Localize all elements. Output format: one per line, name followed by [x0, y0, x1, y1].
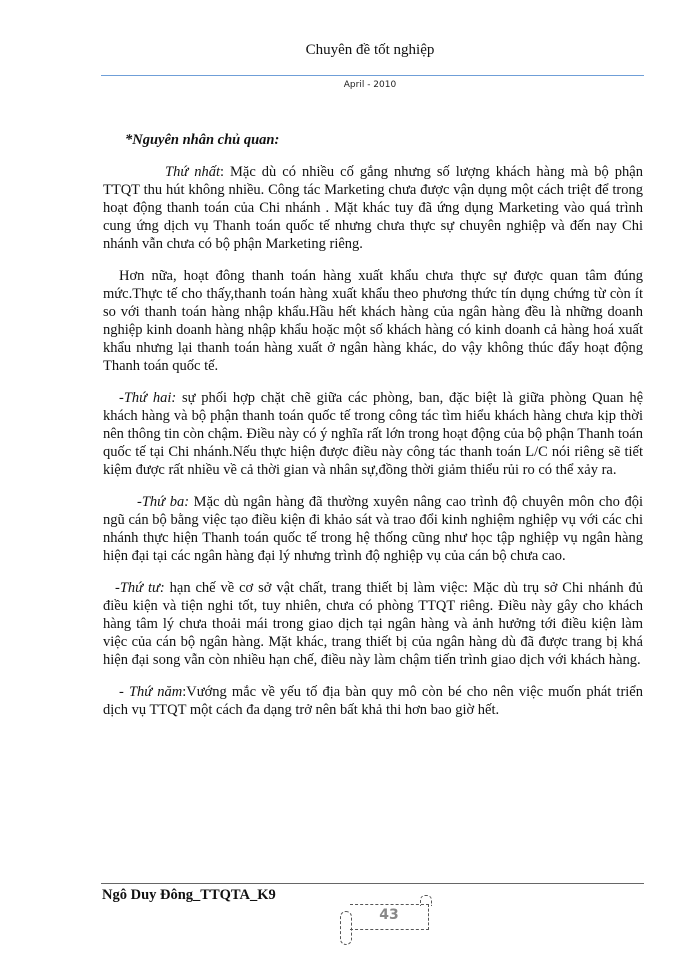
- paragraph-lead: - Thứ năm: [119, 684, 183, 700]
- footer-author: Ngô Duy Đông_TTQTA_K9: [102, 887, 276, 903]
- paragraph-text: sự phối hợp chặt chẽ giữa các phòng, ban, đặc biệt là giữa phòng Quan hệ khách hàng và bộ phận thanh toán quốc tế trong công tác tìm hiểu khách hàng chưa kịp thời nên thông tin còn chậm. Điều này có ý nghĩa rất lớn trong hoạt động của bộ phận Thanh toán quốc tế tại Chi nhánh.Nếu thực hiện được điều này công tác thanh toán L/C nói riêng sẽ tiết kiệm được rất nhiều về cả thời gian và nhân sự,đồng thời giảm thiểu rủi ro có thể xảy ra.: [103, 390, 643, 478]
- paragraph-lead: -Thứ tư:: [115, 580, 165, 596]
- paragraph-text: hạn chế về cơ sở vật chất, trang thiết bị làm việc: Mặc dù trụ sở Chi nhánh đủ điều kiện và tiện nghi tốt, tuy nhiên, chưa có phòng TTQT riêng. Điều này gây cho khách hàng tâm lý chưa thoải mái trong giao dịch tại ngân hàng và ảnh hưởng tới điều kiện làm việc của cán bộ ngân hàng. Mặt khác, trang thiết bị của ngân hàng dù đã được trang bị khá hiện đại song vẫn còn nhiều hạn chế, điều này làm chậm tiến trình giao dịch với khách hàng.: [103, 580, 643, 668]
- header-divider: [101, 75, 644, 76]
- section-heading: *Nguyên nhân chủ quan:: [125, 132, 280, 148]
- document-body: [103, 131, 643, 733]
- paragraph-lead: -Thứ hai:: [119, 390, 177, 406]
- paragraph-text: Mặc dù ngân hàng đã thường xuyên nâng cao trình độ chuyên môn cho đội ngũ cán bộ bằng việc tạo điều kiện đi khảo sát và trao đổi kinh nghiệm nghiệp vụ với các chi nhánh thực hiện Thanh toán quốc tế trong hệ thống cũng như học tập nghiệp vụ ngân hàng hiện đại tại các ngân hàng đại lý nhưng trình độ nghiệp vụ của cán bộ chưa cao.: [103, 494, 643, 564]
- header-date: April - 2010: [343, 80, 397, 90]
- paragraph-thu-tu: [103, 579, 643, 669]
- footer-divider: [101, 883, 644, 884]
- paragraph-lead: Thứ nhất: [165, 164, 220, 180]
- paragraph-text: : Mặc dù có nhiều cố gắng nhưng số lượng khách hàng mà bộ phận TTQT thu hút không nhiều. Công tác Marketing chưa được vận dụng một cách triệt để trong hoạt động thanh toán của Chi nhánh . Mặt khác tuy đã ứng dụng Marketing vào quá trình cung ứng dịch vụ Thanh toán quốc tế nhưng chưa thực sự chuyên nghiệp và đến nay Chi nhánh vẫn chưa có bộ phận Marketing riêng.: [103, 164, 643, 252]
- paragraph-thu-hai: [103, 389, 643, 479]
- paragraph-hon-nua: [103, 267, 643, 375]
- paragraph-thu-nhat: [103, 163, 643, 253]
- paragraph-thu-ba: [103, 493, 643, 565]
- header-title: Chuyên đề tốt nghiệp: [305, 42, 435, 58]
- paragraph-lead: -Thứ ba:: [137, 494, 190, 510]
- paragraph-thu-nam: [103, 683, 643, 719]
- paragraph-text: :Vướng mắc về yếu tố địa bàn quy mô còn bé cho nên việc muốn phát triển dịch vụ TTQT một cách đa dạng trở nên bất khả thi hơn bao giờ hết.: [103, 684, 643, 718]
- page-number: 43: [379, 907, 399, 923]
- paragraph-text: Hơn nữa, hoạt đông thanh toán hàng xuất khẩu chưa thực sự được quan tâm đúng mức.Thực tế cho thấy,thanh toán hàng xuất khẩu theo phương thức tín dụng chứng từ còn ít so với thanh toán hàng nhập khẩu.Hầu hết khách hàng của ngân hàng đều là những doanh nghiệp kinh doanh hàng nhập khẩu hoặc một số khách hàng có kinh doanh cả hàng hoá xuất khẩu nhưng lại thanh toán hàng xuất ở ngân hàng khác, do vậy không thúc đẩy hoạt động Thanh toán quốc tế.: [103, 268, 643, 374]
